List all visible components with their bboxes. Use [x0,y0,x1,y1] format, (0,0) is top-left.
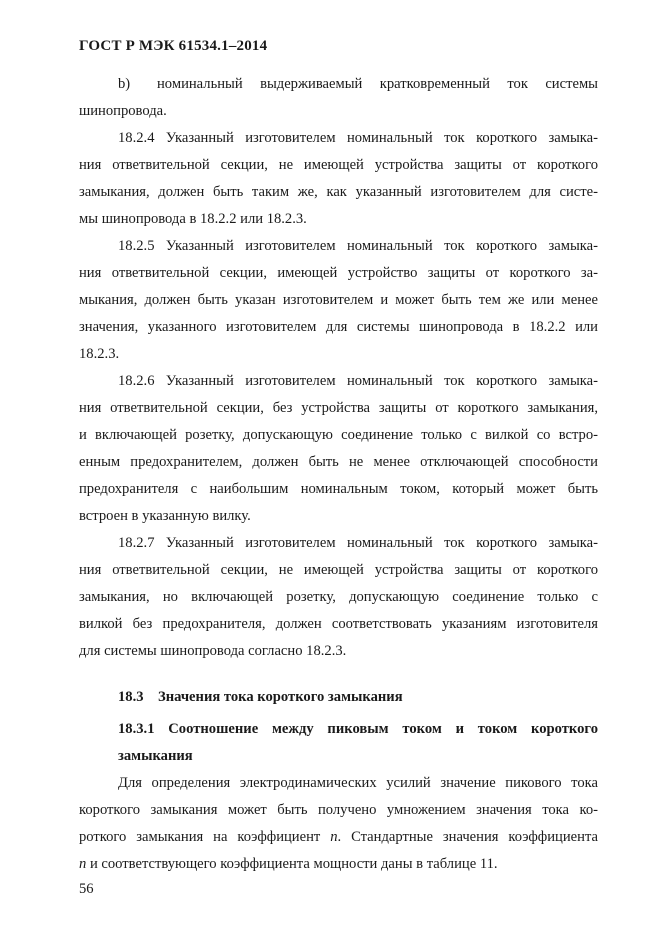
para-18-2-4-line: замыкания, должен быть таким же, как указанный изготовителем для систе- [79,184,598,200]
paragraph-line [79,828,598,846]
text-run: . Стандартные значения коэффициента [337,829,598,845]
para-18-2-7-line: замыкания, но включающей розетку, допускающую соединение только с [79,589,598,605]
paragraph-line [79,855,498,873]
para-18-2-7-line: ния ответвительной секции, не имеющей устройства защиты от короткого [79,562,598,578]
section-number: 18.3 [118,689,144,705]
para-18-2-7-line: вилкой без предохранителя, должен соответствовать указаниям изготовителя [79,616,598,632]
list-marker-b: b) [118,76,131,92]
para-18-2-6-line: 18.2.6 Указанный изготовителем номинальный ток короткого замыка- [118,373,598,389]
subsection-heading-line: 18.3.1 Соотношение между пиковым током и током короткого [118,721,598,737]
para-18-2-5-line: значения, указанного изготовителем для системы шинопровода в 18.2.2 или [79,319,598,335]
text-run: роткого замыкания на коэффициент [79,829,331,845]
paragraph-line: короткого замыкания может быть получено умножением значения тока ко- [79,802,598,818]
para-18-2-5-line: мыкания, должен быть указан изготовителем и может быть тем же или менее [79,292,598,308]
para-18-2-5-line: ния ответвительной секции, имеющей устройство защиты от короткого за- [79,265,598,281]
para-18-2-7-line: 18.2.7 Указанный изготовителем номинальный ток короткого замыка- [118,535,598,551]
para-18-2-4-line: ния ответвительной секции, не имеющей устройства защиты от короткого [79,157,598,173]
para-18-2-5-line: 18.2.5 Указанный изготовителем номинальный ток короткого замыка- [118,238,598,254]
section-heading [118,689,403,706]
section-title: Значения тока короткого замыкания [158,689,403,705]
para-18-2-4-line: мы шинопровода в 18.2.2 или 18.2.3. [79,211,307,227]
coefficient-symbol: n [79,856,87,872]
para-18-2-6-line: и включающей розетку, допускающую соединение только с вилкой со встро- [79,427,598,443]
para-18-2-6-line: встроен в указанную вилку. [79,508,251,524]
para-18-2-7-line: для системы шинопровода согласно 18.2.3. [79,643,347,659]
para-18-2-6-line: предохранителя с наибольшим номинальным током, который может быть [79,481,598,497]
para-18-2-6-line: енным предохранителем, должен быть не менее отключающей способности [79,454,598,470]
para-18-2-5-line: 18.2.3. [79,346,120,362]
para-18-2-4-line: 18.2.4 Указанный изготовителем номинальный ток короткого замыка- [118,130,598,146]
text-run: и соответствующего коэффициента мощности даны в таблице 11. [86,856,498,872]
page-number: 56 [79,881,94,897]
item-b-line-2: шинопровода. [79,103,167,119]
coefficient-symbol: n [330,829,338,845]
subsection-heading-line: замыкания [118,748,193,764]
item-b-line-1: номинальный выдерживаемый кратковременный ток системы [157,76,598,92]
document-header: ГОСТ Р МЭК 61534.1–2014 [79,38,268,54]
para-18-2-6-line: ния ответвительной секции, без устройства защиты от короткого замыкания, [79,400,598,416]
paragraph-line: Для определения электродинамических усилий значение пикового тока [118,775,598,791]
